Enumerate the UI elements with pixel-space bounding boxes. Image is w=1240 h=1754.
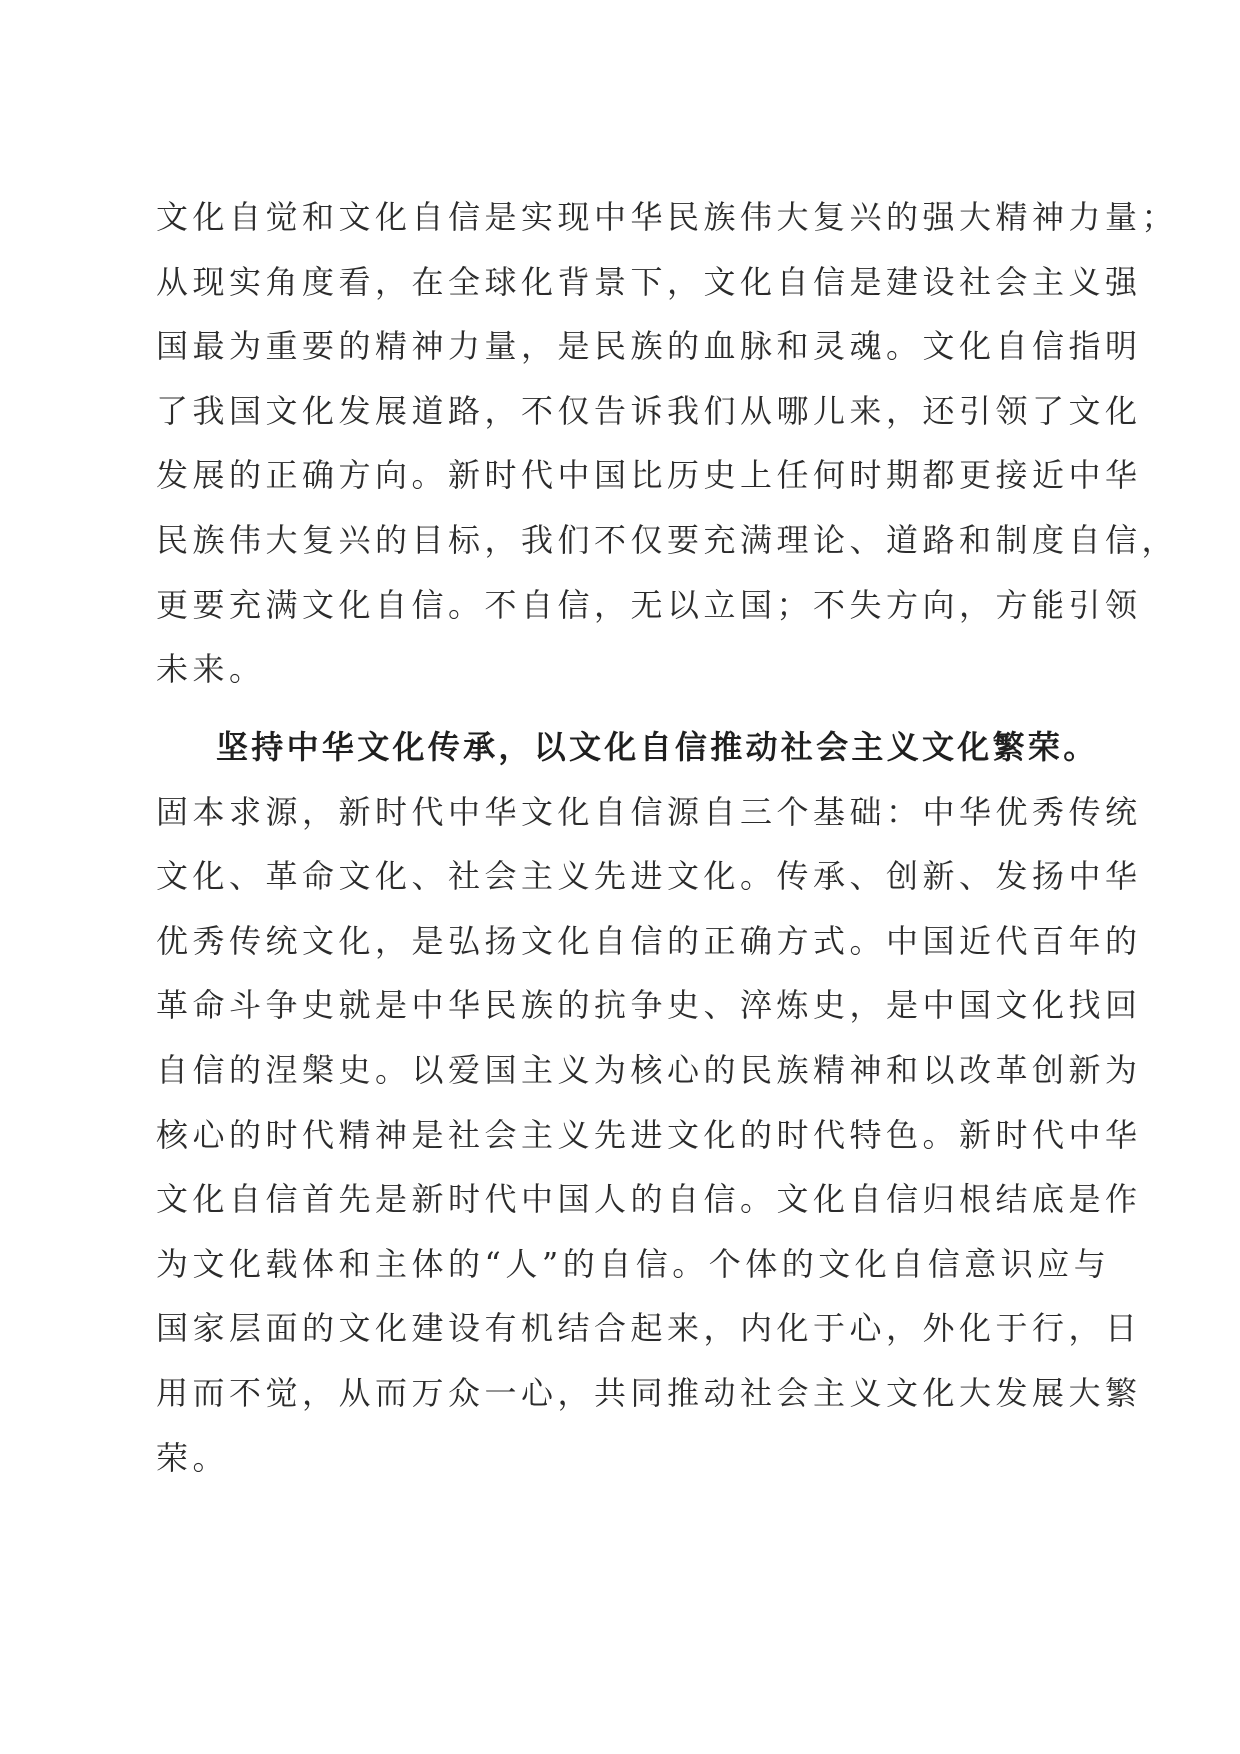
paragraph-line: 自信的涅槃史。以爱国主义为核心的民族精神和以改革创新为 xyxy=(156,1050,1142,1089)
paragraph-line: 未来。 xyxy=(156,650,266,689)
paragraph-line: 了我国文化发展道路，不仅告诉我们从哪儿来，还引领了文化 xyxy=(156,391,1142,430)
paragraph-line: 为文化载体和主体的“人”的自信。个体的文化自信意识应与 xyxy=(156,1244,1111,1283)
paragraph-line: 文化自信首先是新时代中国人的自信。文化自信归根结底是作 xyxy=(156,1180,1142,1219)
paragraph-line: 民族伟大复兴的目标，我们不仅要充满理论、道路和制度自信， xyxy=(156,520,1179,559)
paragraph-line: 用而不觉，从而万众一心，共同推动社会主义文化大发展大繁 xyxy=(156,1373,1142,1412)
section-heading: 坚持中华文化传承，以文化自信推动社会主义文化繁荣。 xyxy=(216,728,1099,766)
paragraph-line: 发展的正确方向。新时代中国比历史上任何时期都更接近中华 xyxy=(156,456,1142,495)
paragraph-1 xyxy=(156,185,1179,702)
paragraph-line: 固本求源，新时代中华文化自信源自三个基础：中华优秀传统 xyxy=(156,792,1142,831)
paragraph-2 xyxy=(156,715,1142,1490)
paragraph-line: 文化、革命文化、社会主义先进文化。传承、创新、发扬中华 xyxy=(156,857,1142,896)
paragraph-line: 更要充满文化自信。不自信，无以立国；不失方向，方能引领 xyxy=(156,585,1142,624)
paragraph-line: 从现实角度看，在全球化背景下，文化自信是建设社会主义强 xyxy=(156,262,1142,301)
paragraph-line: 国家层面的文化建设有机结合起来，内化于心，外化于行，日 xyxy=(156,1309,1142,1348)
paragraph-line: 荣。 xyxy=(156,1438,230,1477)
paragraph-line: 优秀传统文化，是弘扬文化自信的正确方式。中国近代百年的 xyxy=(156,921,1142,960)
paragraph-line: 文化自觉和文化自信是实现中华民族伟大复兴的强大精神力量； xyxy=(156,198,1179,236)
paragraph-line: 国最为重要的精神力量，是民族的血脉和灵魂。文化自信指明 xyxy=(156,327,1142,366)
paragraph-line: 核心的时代精神是社会主义先进文化的时代特色。新时代中华 xyxy=(156,1115,1142,1154)
paragraph-line: 革命斗争史就是中华民族的抗争史、淬炼史，是中国文化找回 xyxy=(156,986,1142,1025)
